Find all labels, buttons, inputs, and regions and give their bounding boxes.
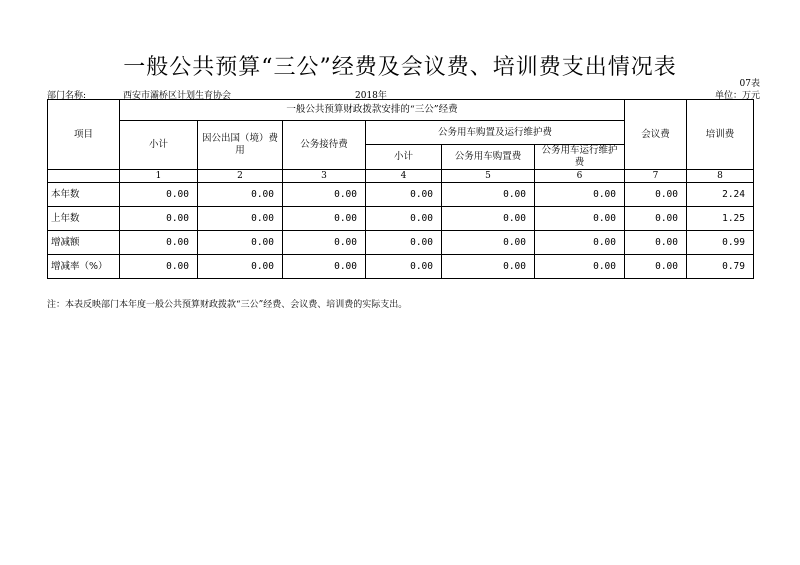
table-cell: 0.00 [198, 255, 283, 279]
unit-label: 单位：万元 [714, 91, 760, 101]
footnote: 注：本表反映部门本年度一般公共预算财政拨款“三公”经费、会议费、培训费的实际支出。 [47, 300, 408, 310]
table-cell: 0.00 [283, 207, 366, 231]
table-cell: 0.00 [198, 231, 283, 255]
table-row [48, 231, 754, 255]
header-vehicle-group: 公务用车购置及运行维护费 [366, 121, 625, 145]
column-number-blank [48, 170, 120, 183]
table-cell: 0.00 [535, 183, 625, 207]
row-label: 上年数 [48, 207, 120, 231]
table-cell: 0.99 [687, 231, 754, 255]
table-cell: 0.00 [535, 231, 625, 255]
row-label: 本年数 [48, 183, 120, 207]
header-vehicle-purchase: 公务用车购置费 [442, 145, 535, 170]
department-label: 部门名称: [47, 91, 87, 101]
header-meeting: 会议费 [625, 100, 687, 170]
header-three-public-group: 一般公共预算财政拨款安排的“三公”经费 [120, 100, 625, 121]
table-cell: 0.00 [198, 183, 283, 207]
row-label: 增减额 [48, 231, 120, 255]
table-cell: 0.00 [625, 231, 687, 255]
table-cell: 0.00 [625, 183, 687, 207]
row-label: 增减率（%） [48, 255, 120, 279]
table-cell: 0.00 [283, 255, 366, 279]
expense-table [47, 99, 754, 279]
table-cell: 0.00 [442, 207, 535, 231]
table-cell: 0.00 [120, 183, 198, 207]
table-cell: 1.25 [687, 207, 754, 231]
column-number: 6 [535, 170, 625, 183]
table-cell: 0.00 [442, 255, 535, 279]
table-row [48, 207, 754, 231]
table-cell: 0.00 [442, 183, 535, 207]
table-cell: 0.00 [535, 207, 625, 231]
table-row [48, 255, 754, 279]
table-cell: 0.00 [283, 183, 366, 207]
header-abroad: 因公出国（境）费用 [198, 121, 283, 170]
column-number: 8 [687, 170, 754, 183]
column-number: 5 [442, 170, 535, 183]
department-name: 西安市灞桥区计划生育协会 [123, 91, 232, 101]
table-cell: 0.79 [687, 255, 754, 279]
header-vehicle-subtotal: 小计 [366, 145, 442, 170]
table-cell: 0.00 [366, 207, 442, 231]
column-number: 7 [625, 170, 687, 183]
table-cell: 0.00 [366, 255, 442, 279]
header-item: 项目 [48, 100, 120, 170]
column-number: 1 [120, 170, 198, 183]
table-cell: 0.00 [535, 255, 625, 279]
column-number: 2 [198, 170, 283, 183]
report-year: 2018年 [355, 91, 387, 101]
table-cell: 2.24 [687, 183, 754, 207]
table-cell: 0.00 [366, 231, 442, 255]
table-cell: 0.00 [283, 231, 366, 255]
header-training: 培训费 [687, 100, 754, 170]
table-cell: 0.00 [198, 207, 283, 231]
table-cell: 0.00 [120, 207, 198, 231]
table-row [48, 183, 754, 207]
column-number: 4 [366, 170, 442, 183]
table-cell: 0.00 [442, 231, 535, 255]
table-cell: 0.00 [366, 183, 442, 207]
table-cell: 0.00 [120, 255, 198, 279]
report-title: 一般公共预算“三公”经费及会议费、培训费支出情况表 [123, 55, 677, 80]
header-subtotal: 小计 [120, 121, 198, 170]
header-vehicle-operation: 公务用车运行维护费 [535, 145, 625, 170]
column-number-row [48, 170, 754, 183]
table-cell: 0.00 [625, 255, 687, 279]
table-cell: 0.00 [120, 231, 198, 255]
header-reception: 公务接待费 [283, 121, 366, 170]
column-number: 3 [283, 170, 366, 183]
form-number: 07表 [739, 79, 760, 89]
table-cell: 0.00 [625, 207, 687, 231]
